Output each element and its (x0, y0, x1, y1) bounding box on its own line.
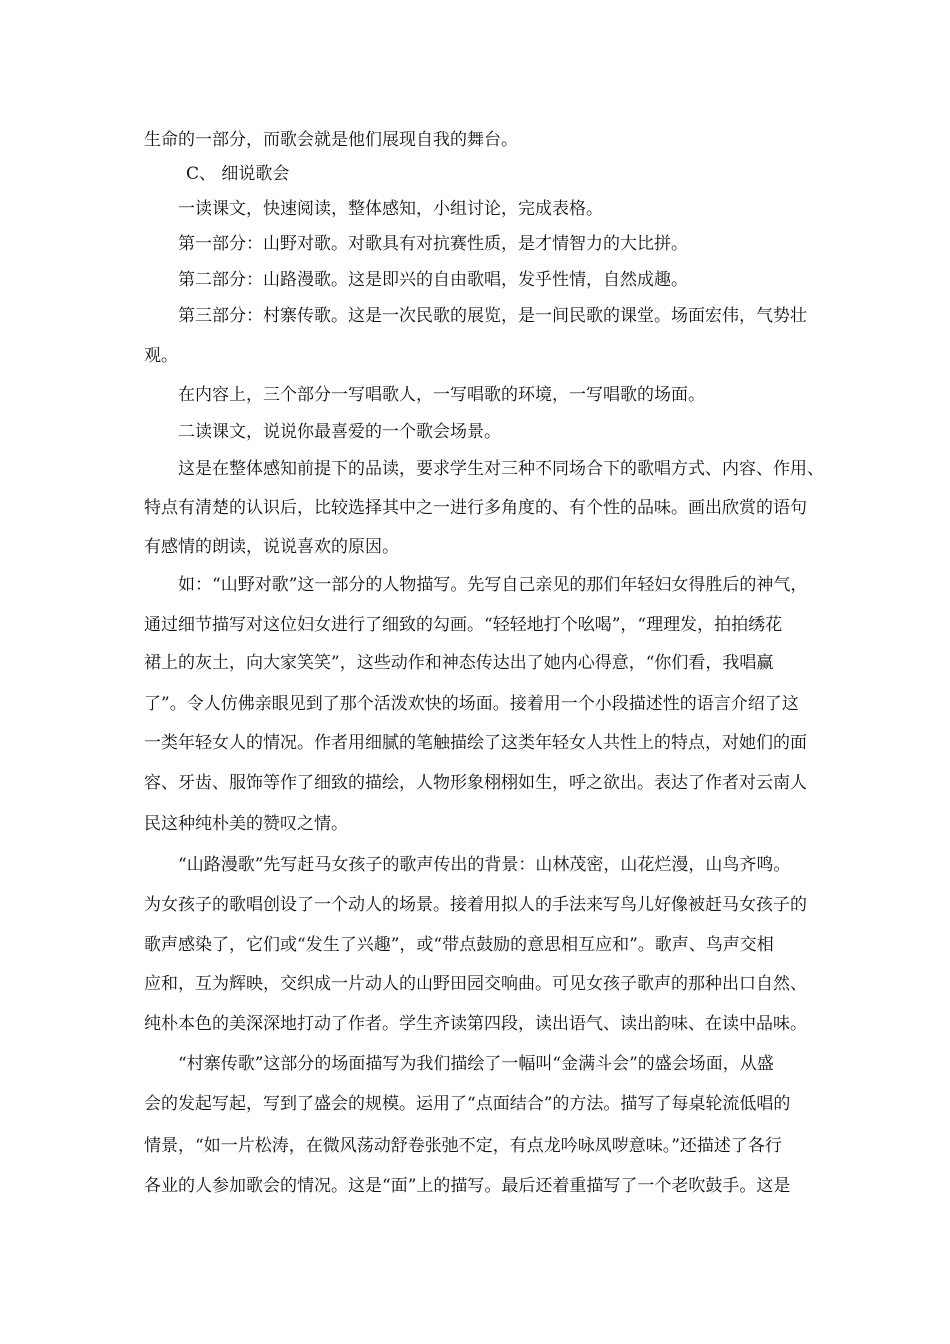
text-line: “山路漫歌”先写赶马女孩子的歌声传出的背景：山林茂密，山花烂漫，山鸟齐鸣。 (178, 855, 791, 875)
text-line: 裙上的灰土，向大家笑笑”，这些动作和神态传达出了她内心得意，“你们看，我唱赢 (144, 653, 774, 673)
text-line: “村寨传歌”这部分的场面描写为我们描绘了一幅叫“金满斗会”的盛会场面，从盛 (178, 1054, 774, 1074)
text-line: 第二部分：山路漫歌。这是即兴的自由歌唱，发乎性情，自然成趣。 (178, 270, 688, 290)
text-line: 歌声感染了，它们或“发生了兴趣”，或“带点鼓励的意思相互应和”。歌声、鸟声交相 (144, 935, 774, 955)
text-line: 各业的人参加歌会的情况。这是“面”上的描写。最后还着重描写了一个老吹鼓手。这是 (144, 1176, 791, 1196)
text-line: 这是在整体感知前提下的品读，要求学生对三种不同场合下的歌唱方式、内容、作用、 (178, 459, 824, 479)
text-line: 观。 (144, 346, 178, 366)
text-line: 容、牙齿、服饰等作了细致的描绘，人物形象栩栩如生，呼之欲出。表达了作者对云南人 (144, 773, 807, 793)
text-line: 应和，互为辉映，交织成一片动人的山野田园交响曲。可见女孩子歌声的那种出口自然、 (144, 974, 807, 994)
text-line: 第一部分：山野对歌。对歌具有对抗赛性质，是才情智力的大比拼。 (178, 234, 688, 254)
text-line: 了”。令人仿佛亲眼见到了那个活泼欢快的场面。接着用一个小段描述性的语言介绍了这 (144, 694, 799, 714)
text-line: 一类年轻女人的情况。作者用细腻的笔触描绘了这类年轻女人共性上的特点，对她们的面 (144, 733, 807, 753)
section-heading: C、 细说歌会 (186, 164, 290, 184)
text-line: 有感情的朗读，说说喜欢的原因。 (144, 537, 399, 557)
text-line: 第三部分：村寨传歌。这是一次民歌的展览，是一间民歌的课堂。场面宏伟，气势壮 (178, 306, 807, 326)
text-line: 生命的一部分，而歌会就是他们展现自我的舞台。 (144, 130, 518, 150)
text-line: 情景，“如一片松涛，在微风荡动舒卷张弛不定，有点龙吟咏凤哕意味。”还描述了各行 (144, 1136, 782, 1156)
text-line: 纯朴本色的美深深地打动了作者。学生齐读第四段，读出语气、读出韵味、在读中品味。 (144, 1014, 807, 1034)
text-line: 为女孩子的歌唱创设了一个动人的场景。接着用拟人的手法来写鸟儿好像被赶马女孩子的 (144, 895, 807, 915)
text-line: 通过细节描写对这位妇女进行了细致的勾画。“轻轻地打个吆喝”，“理理发，拍拍绣花 (144, 615, 783, 635)
text-line: 在内容上，三个部分一写唱歌人，一写唱歌的环境，一写唱歌的场面。 (178, 385, 705, 405)
text-line: 会的发起写起，写到了盛会的规模。运用了“点面结合”的方法。描写了每桌轮流低唱的 (144, 1094, 791, 1114)
text-line: 如：“山野对歌”这一部分的人物描写。先写自己亲见的那们年轻妇女得胜后的神气， (178, 575, 808, 595)
text-line: 特点有清楚的认识后，比较选择其中之一进行多角度的、有个性的品味。画出欣赏的语句 (144, 498, 807, 518)
text-line: 二读课文，说说你最喜爱的一个歌会场景。 (178, 422, 501, 442)
text-line: 民这种纯朴美的赞叹之情。 (144, 814, 348, 834)
text-line: 一读课文，快速阅读，整体感知，小组讨论，完成表格。 (178, 199, 603, 219)
